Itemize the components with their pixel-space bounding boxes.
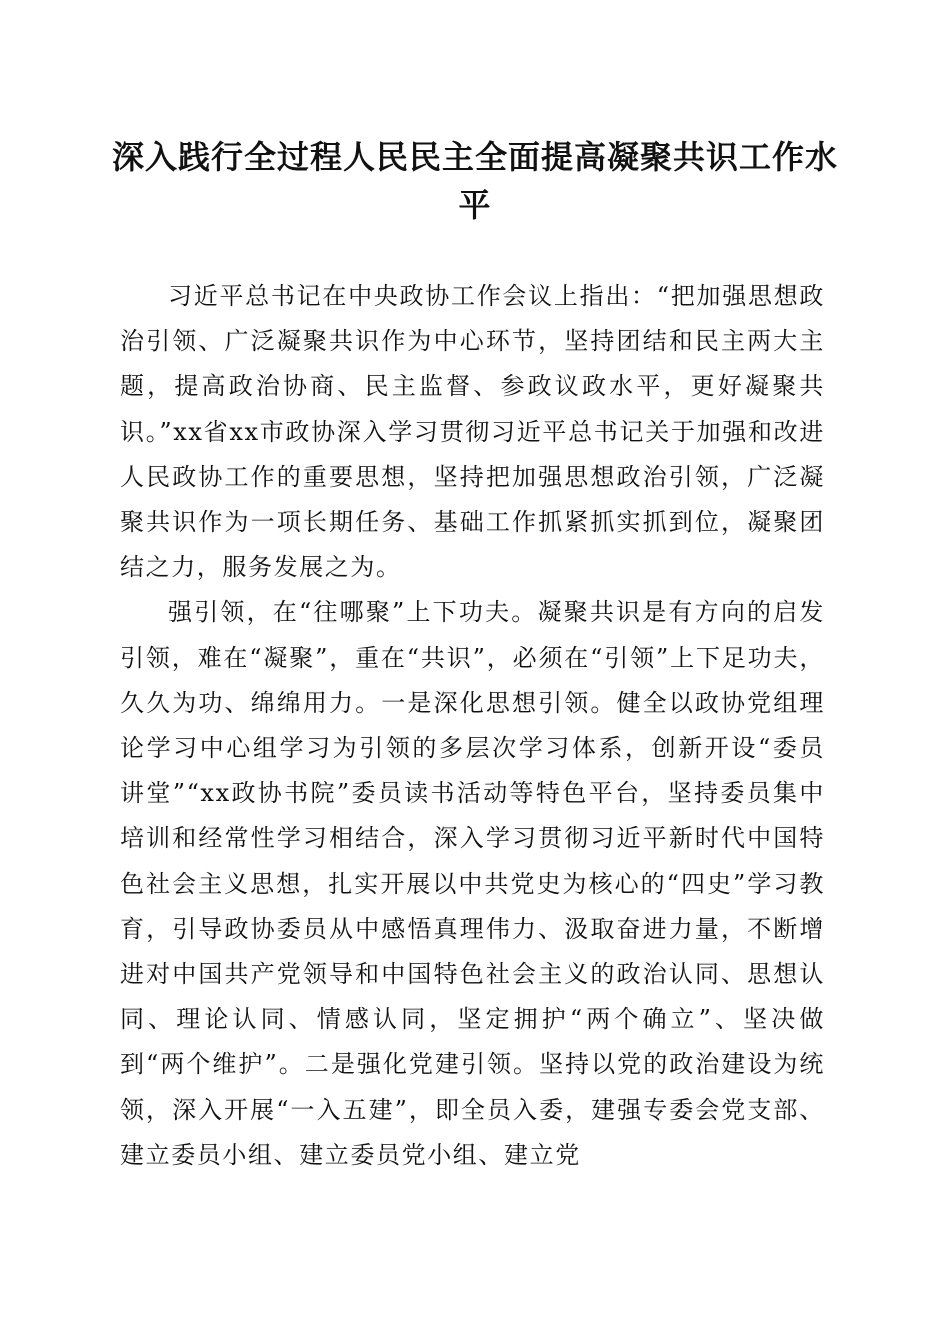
paragraph-strengthen-guidance: 强引领，在“往哪聚”上下功夫。凝聚共识是有方向的启发引领，难在“凝聚”，重在“共识”，必须在“引领”上下足功夫，久久为功、绵绵用力。一是深化思想引领。健全以政协党组理论学习中心组学习为引领的多层次学习体系，创新开设“委员讲堂”“xx政协书院”委员读书活动等特色平台，坚持委员集中培训和经常性学习相结合，深入学习贯彻习近平新时代中国特色社会主义思想，扎实开展以中共党史为核心的“四史”学习教育，引导政协委员从中感悟真理伟力、汲取奋进力量，不断增进对中国共产党领导和中国特色社会主义的政治认同、思想认同、理论认同、情感认同，坚定拥护“两个确立”、坚决做到“两个维护”。二是强化党建引领。坚持以党的政治建设为统领，深入开展“一入五建”，即全员入委，建强专委会党支部、建立委员小组、建立委员党小组、建立党	[120, 598, 825, 1169]
document-body	[120, 274, 825, 1178]
paragraph-intro: 习近平总书记在中央政协工作会议上指出：“把加强思想政治引领、广泛凝聚共识作为中心环节，坚持团结和民主两大主题，提高政治协商、民主监督、参政议政水平，更好凝聚共识。”xx省xx市政协深入学习贯彻习近平总书记关于加强和改进人民政协工作的重要思想，坚持把加强思想政治引领，广泛凝聚共识作为一项长期任务、基础工作抓紧抓实抓到位，凝聚团结之力，服务发展之为。	[120, 282, 825, 582]
document-title: 深入践行全过程人民民主全面提高凝聚共识工作水平	[111, 138, 838, 224]
